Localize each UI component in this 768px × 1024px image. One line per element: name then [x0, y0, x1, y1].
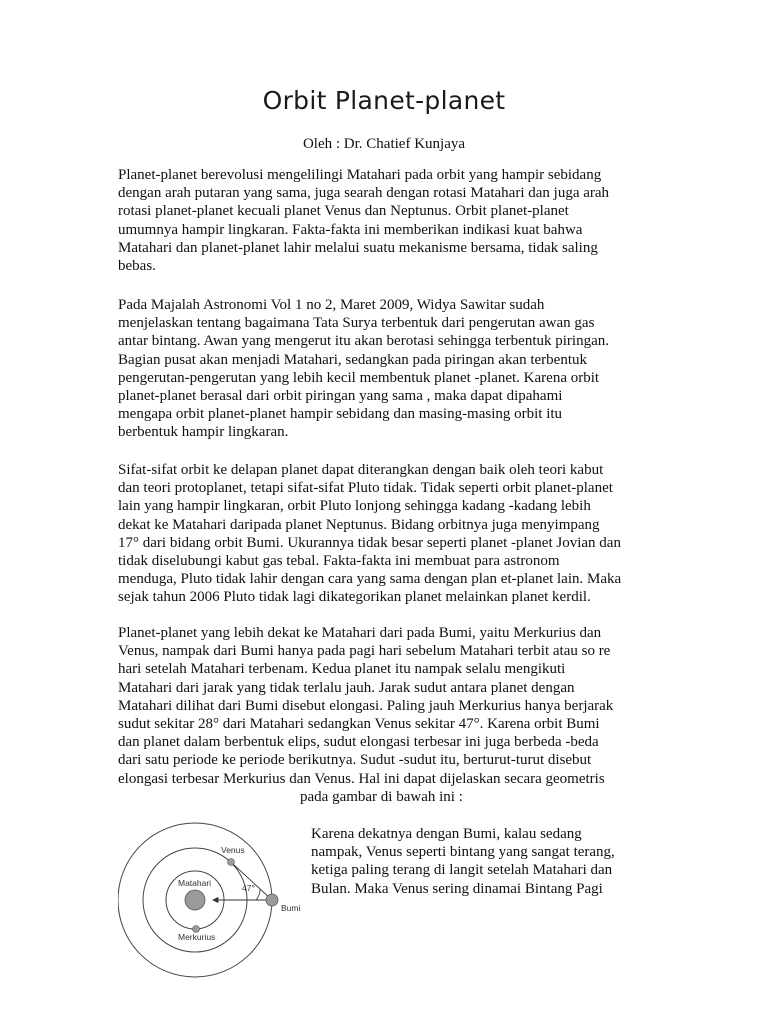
- document-title: Orbit Planet-planet: [262, 86, 506, 115]
- paragraph-2: [118, 296, 658, 442]
- paragraph-line: Planet-planet yang lebih dekat ke Matahari dari pada Bumi, yaitu Merkurius dan: [118, 625, 602, 641]
- paragraph-line: planet-planet berasal dari orbit piringan yang sama , maka dapat dipahami: [118, 388, 563, 405]
- paragraph-line: Sifat-sifat orbit ke delapan planet dapat diterangkan dengan baik oleh teori kabut: [118, 462, 604, 478]
- paragraph-line: berbentuk hampir lingkaran.: [118, 424, 289, 441]
- paragraph-line: bebas.: [118, 258, 156, 275]
- matahari-label: Matahari: [178, 878, 212, 888]
- paragraph-1: [118, 166, 658, 275]
- paragraph-line: ketiga paling terang di langit setelah Matahari dan: [311, 862, 613, 879]
- paragraph-line: Bagian pusat akan menjadi Matahari, sedangkan pada piringan akan terbentuk: [118, 351, 587, 368]
- sun-icon: [185, 890, 205, 910]
- paragraph-line: Bulan. Maka Venus sering dinamai Bintang Pagi: [311, 880, 603, 897]
- author-line: Oleh : Dr. Chatief Kunjaya: [302, 136, 466, 152]
- paragraph-line: dan teori protoplanet, tetapi sifat-sifat Pluto tidak. Tidak seperti orbit planet-planet: [118, 480, 613, 497]
- earth-planet-icon: [266, 894, 278, 906]
- paragraph-line: lain yang hampir lingkaran, orbit Pluto lonjong sehingga kadang -kadang lebih: [118, 498, 591, 515]
- paragraph-line: umumnya hampir lingkaran. Fakta-fakta ini memberikan indikasi kuat bahwa: [118, 221, 583, 238]
- paragraph-3: [118, 461, 658, 607]
- paragraph-line: Matahari dan planet-planet lahir melalui suatu mekanisme bersama, tidak saling: [118, 239, 598, 256]
- orbit-diagram: [118, 822, 308, 1024]
- paragraph-line: sejak tahun 2006 Pluto tidak lagi dikategorikan planet melainkan planet kerdil.: [118, 589, 591, 606]
- paragraph-line: dengan arah putaran yang sama, juga searah dengan rotasi Matahari dan juga arah: [118, 185, 610, 202]
- orbit-diagram-svg: [118, 822, 308, 1024]
- angle-arc: [256, 889, 260, 900]
- venus-label: Venus: [221, 845, 245, 855]
- angle-label: 47°: [242, 883, 255, 893]
- paragraph-4: [118, 624, 658, 788]
- paragraph-line: sudut sekitar 28° dari Matahari sedangkan Venus sekitar 47°. Karena orbit Bumi: [118, 716, 600, 733]
- venus-planet-icon: [228, 859, 235, 866]
- paragraph-line: dari satu periode ke periode berikutnya. Sudut -sudut itu, berturut-turut disebut: [118, 752, 592, 769]
- paragraph-line: dekat ke Matahari daripada planet Neptunus. Bidang orbitnya juga menyimpang: [118, 516, 600, 533]
- paragraph-line: elongasi terbesar Merkurius dan Venus. Hal ini dapat dijelaskan secara geometris: [118, 770, 605, 787]
- paragraph-line: Pada Majalah Astronomi Vol 1 no 2, Maret 2009, Widya Sawitar sudah: [118, 297, 545, 313]
- merkurius-label: Merkurius: [178, 932, 216, 942]
- paragraph-line: pengerutan-pengerutan yang lebih kecil membentuk planet -planet. Karena orbit: [118, 369, 600, 386]
- paragraph-line: dan planet dalam berbentuk elips, sudut elongasi terbesar ini juga berbeda -beda: [118, 734, 599, 751]
- paragraph-line: hari setelah Matahari terbenam. Kedua planet itu nampak selalu mengikuti: [118, 661, 566, 678]
- figure-intro-line: pada gambar di bawah ini :: [300, 789, 463, 805]
- paragraph-line: Matahari dari jarak yang tidak terlalu jauh. Jarak sudut antara planet dengan: [118, 679, 575, 696]
- paragraph-line: rotasi planet-planet kecuali planet Venus dan Neptunus. Orbit planet-planet: [118, 203, 569, 220]
- paragraph-line: menduga, Pluto tidak lahir dengan cara yang sama dengan plan et-planet lain. Maka: [118, 571, 622, 588]
- paragraph-line: Matahari dilihat dari Bumi disebut elongasi. Paling jauh Merkurius hanya berjarak: [118, 697, 614, 714]
- bumi-label: Bumi: [281, 903, 301, 913]
- paragraph-line: Venus, nampak dari Bumi hanya pada pagi hari sebelum Matahari terbit atau so re: [118, 643, 611, 660]
- paragraph-line: mengapa orbit planet-planet hampir sebidang dan masing-masing orbit itu: [118, 406, 563, 423]
- paragraph-line: tidak diselubungi kabut gas tebal. Fakta-fakta ini membuat para astronom: [118, 553, 560, 570]
- paragraph-line: 17° dari bidang orbit Bumi. Ukurannya tidak besar seperti planet -planet Jovian dan: [118, 534, 621, 551]
- side-paragraph: [311, 825, 615, 898]
- paragraph-line: menjelaskan tentang bagaimana Tata Surya terbentuk dari pengerutan awan gas: [118, 315, 595, 332]
- paragraph-line: Karena dekatnya dengan Bumi, kalau sedang: [311, 826, 582, 842]
- paragraph-line: nampak, Venus seperti bintang yang sangat terang,: [311, 844, 615, 861]
- paragraph-line: antar bintang. Awan yang mengerut itu akan berotasi sehingga terbentuk piringan.: [118, 333, 609, 350]
- paragraph-line: Planet-planet berevolusi mengelilingi Matahari pada orbit yang hampir sebidang: [118, 167, 602, 183]
